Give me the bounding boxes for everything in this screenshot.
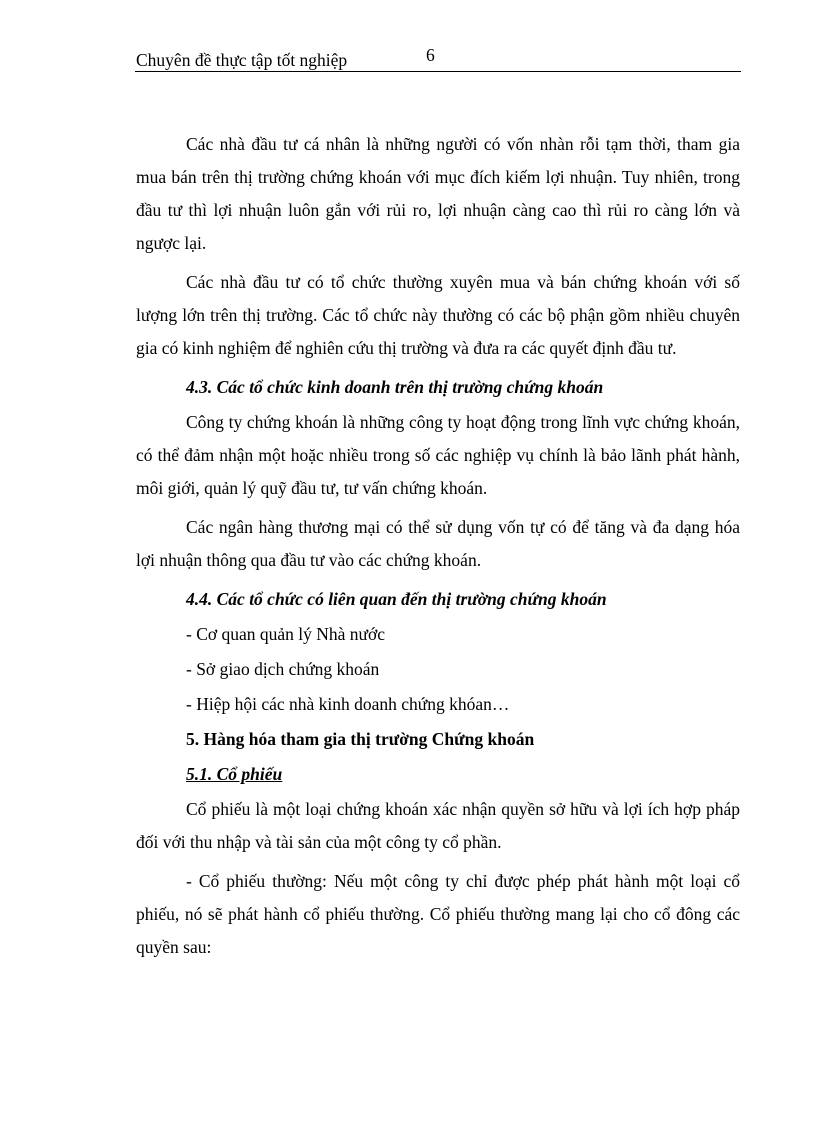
list-item: - Hiệp hội các nhà kinh doanh chứng khóan… [186, 694, 510, 714]
paragraph-institutional-investors: Các nhà đầu tư có tổ chức thường xuyên mua và bán chứng khoán với số lượng lớn trên thị trường. Các tổ chức này thường có các bộ phận gồm nhiều chuyên gia có kinh nghiệm để nghiên cứu thị trường và đưa ra các quyết định đầu tư. [136, 272, 740, 358]
heading-5-1: 5.1. Cổ phiếu [186, 764, 283, 784]
paragraph-common-stock: - Cổ phiếu thường: Nếu một công ty chỉ được phép phát hành một loại cổ phiếu, nó sẽ phát hành cổ phiếu thường. Cổ phiếu thường mang lại cho cổ đông các quyền sau: [136, 871, 740, 957]
heading-4-4: 4.4. Các tổ chức có liên quan đến thị trường chứng khoán [186, 589, 607, 609]
paragraph-securities-companies: Công ty chứng khoán là những công ty hoạt động trong lĩnh vực chứng khoán, có thể đảm nhận một hoặc nhiều trong số các nghiệp vụ chính là bảo lãnh phát hành, môi giới, quản lý quỹ đầu tư, tư vấn chứng khoán. [136, 412, 740, 498]
list-item: - Sở giao dịch chứng khoán [186, 659, 380, 679]
heading-4-3: 4.3. Các tổ chức kinh doanh trên thị trường chứng khoán [186, 377, 604, 397]
heading-5: 5. Hàng hóa tham gia thị trường Chứng khoán [186, 729, 535, 749]
list-item: - Cơ quan quản lý Nhà nước [186, 624, 386, 644]
paragraph-commercial-banks: Các ngân hàng thương mại có thể sử dụng vốn tự có để tăng và đa dạng hóa lợi nhuận thông qua đầu tư vào các chứng khoán. [136, 517, 740, 570]
paragraph-stock-definition: Cổ phiếu là một loại chứng khoán xác nhận quyền sở hữu và lợi ích hợp pháp đối với thu nhập và tài sản của một công ty cổ phần. [136, 799, 740, 852]
paragraph-individual-investors: Các nhà đầu tư cá nhân là những người có vốn nhàn rỗi tạm thời, tham gia mua bán trên thị trường chứng khoán với mục đích kiếm lợi nhuận. Tuy nhiên, trong đầu tư thì lợi nhuận luôn gắn với rủi ro, lợi nhuận càng cao thì rủi ro càng lớn và ngược lại. [136, 134, 740, 253]
page-number: 6 [426, 45, 435, 65]
document-body [136, 128, 740, 970]
header-divider [135, 71, 741, 72]
header-title: Chuyên đề thực tập tốt nghiệp [136, 50, 348, 70]
